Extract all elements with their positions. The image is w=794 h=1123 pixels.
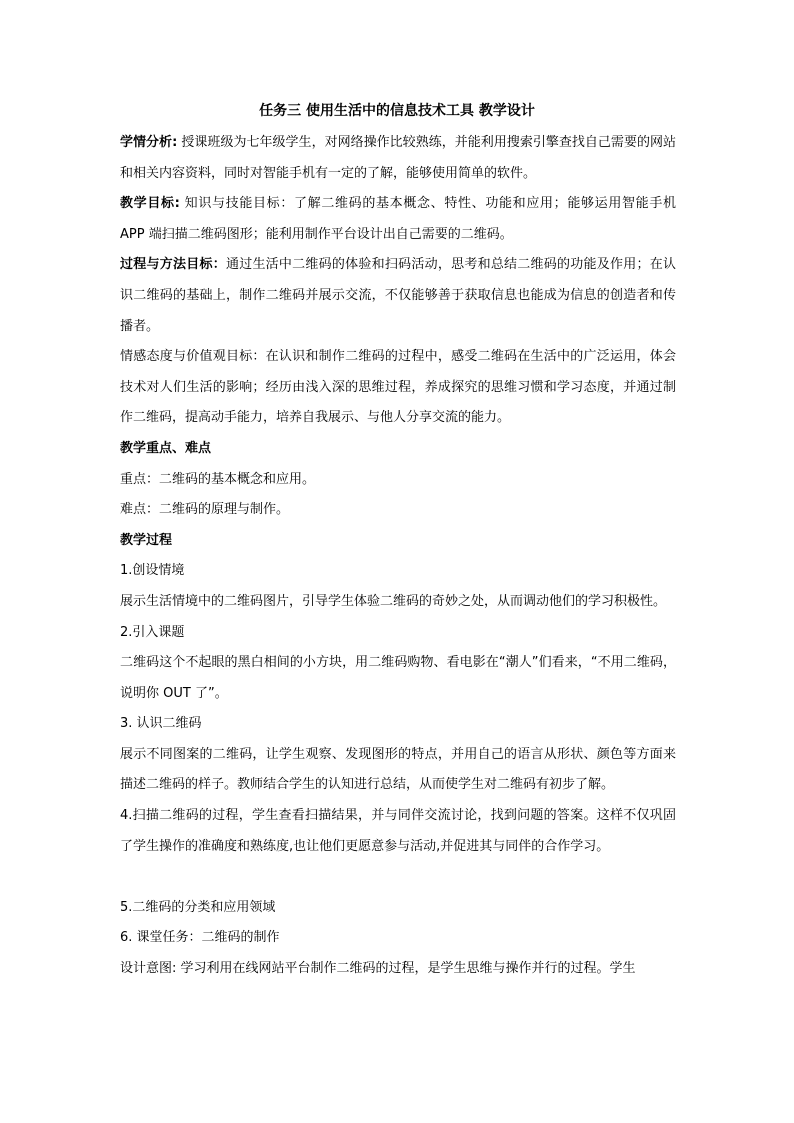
goals-paragraph xyxy=(120,189,676,250)
step3-title: 3. 认识二维码 xyxy=(120,716,202,732)
step2-text: 二维码这个不起眼的黑白相间的小方块，用二维码购物、看电影在“潮人”们看来，“不用二维码，说明你 OUT 了”。 xyxy=(120,655,676,701)
goals-label: 教学目标: xyxy=(120,196,180,212)
goals-text: 知识与技能目标：了解二维码的基本概念、特性、功能和应用；能够运用智能手机 APP 端扫描二维码图形；能利用制作平台设计出自己需要的二维码。 xyxy=(120,196,676,242)
difficulty-text: 难点：二维码的原理与制作。 xyxy=(120,502,290,518)
document-title: 任务三 使用生活中的信息技术工具 教学设计 xyxy=(259,103,535,119)
step4-text: 4.扫描二维码的过程，学生查看扫描结果，并与同伴交流讨论，找到问题的答案。这样不仅巩固了学生操作的准确度和熟练度,也让他们更愿意参与活动,并促进其与同伴的合作学习。 xyxy=(120,808,676,854)
design-intent-text: 设计意图: 学习利用在线网站平台制作二维码的过程，是学生思维与操作并行的过程。学生 xyxy=(120,961,636,977)
step1-title: 1.创设情境 xyxy=(120,563,185,579)
keypoints-heading: 教学重点、难点 xyxy=(120,440,212,456)
step6-title: 6. 课堂任务：二维码的制作 xyxy=(120,930,280,946)
step1-text: 展示生活情境中的二维码图片，引导学生体验二维码的奇妙之处，从而调动他们的学习积极性。 xyxy=(120,593,667,609)
step5-title: 5.二维码的分类和应用领域 xyxy=(120,899,276,915)
analysis-paragraph xyxy=(120,128,676,189)
blank-line xyxy=(120,862,676,893)
document-body xyxy=(120,128,676,985)
process-heading: 教学过程 xyxy=(120,532,173,548)
keypoint-text: 重点：二维码的基本概念和应用。 xyxy=(120,471,316,487)
step2-title: 2.引入课题 xyxy=(120,624,185,640)
analysis-text: 授课班级为七年级学生，对网络操作比较熟练，并能利用搜索引擎查找自己需要的网站和相关内容资料，同时对智能手机有一定的了解，能够使用简单的软件。 xyxy=(120,135,676,181)
process-method-label: 过程与方法目标： xyxy=(120,257,226,273)
attitude-paragraph: 情感态度与价值观目标：在认识和制作二维码的过程中，感受二维码在生活中的广泛运用，体会技术对人们生活的影响；经历由浅入深的思维过程，养成探究的思维习惯和学习态度，并通过制作二维码，提高动手能力，培养自我展示、与他人分享交流的能力。 xyxy=(120,349,676,426)
analysis-label: 学情分析: xyxy=(120,135,178,150)
process-method-paragraph xyxy=(120,250,676,342)
step3-text: 展示不同图案的二维码，让学生观察、发现图形的特点，并用自己的语言从形状、颜色等方面来描述二维码的样子。教师结合学生的认知进行总结，从而使学生对二维码有初步了解。 xyxy=(120,746,676,793)
process-method-text: 通过生活中二维码的体验和扫码活动，思考和总结二维码的功能及作用；在认识二维码的基础上，制作二维码并展示交流，不仅能够善于获取信息也能成为信息的创造者和传播者。 xyxy=(120,257,676,334)
